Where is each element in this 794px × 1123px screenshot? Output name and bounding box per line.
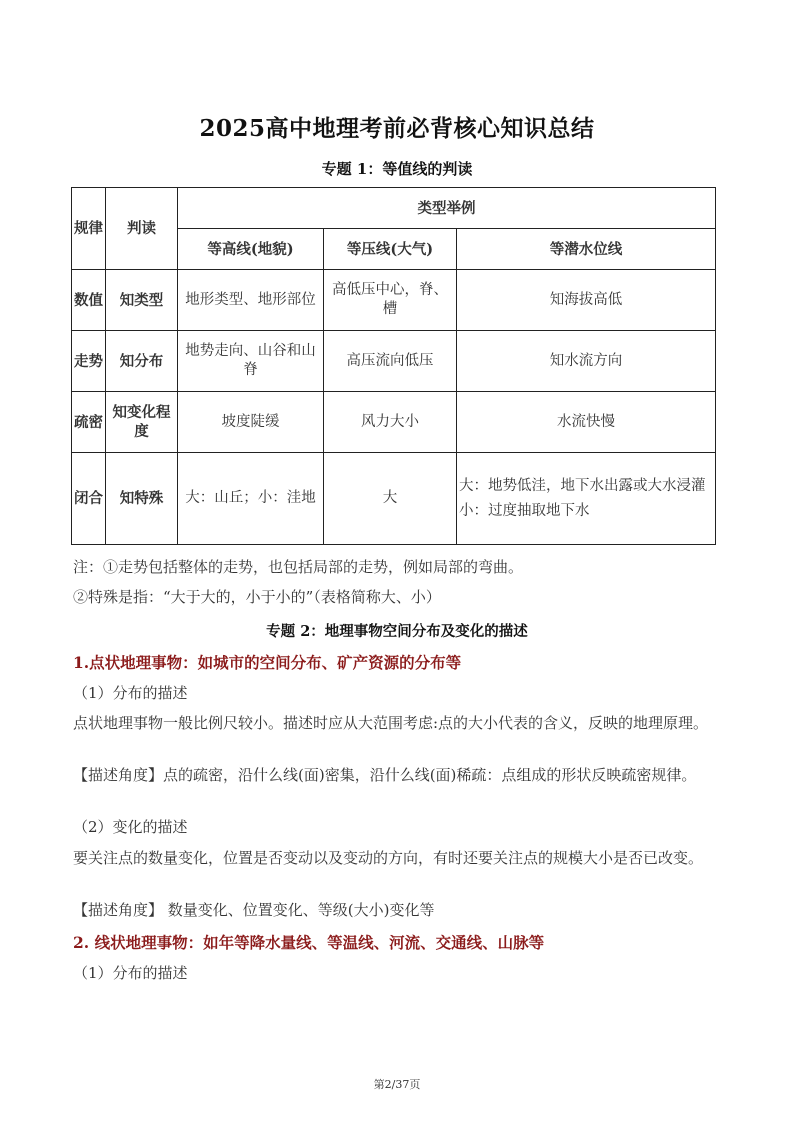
row-read: 知变化程度 [106,392,178,453]
header-rule: 规律 [72,188,106,270]
table-row [72,270,716,331]
row-water: 知水流方向 [457,331,716,392]
water-small-text: 小：过度抽取地下水 [459,502,590,519]
table-row [72,453,716,545]
section1-para4: 【描述角度】 数量变化、位置变化、等级(大小)变化等 [73,901,435,919]
water-big-text: 大：地势低洼，地下水出露或大水浸灌 [459,477,706,494]
row-read: 知特殊 [106,453,178,545]
row-contour: 地形类型、地形部位 [178,270,324,331]
row-isobar: 高低压中心，脊、槽 [324,270,457,331]
row-rule: 数值 [72,270,106,331]
row-read: 知分布 [106,331,178,392]
section2-heading: 2. 线状地理事物：如年等降水量线、等温线、河流、交通线、山脉等 [73,933,545,952]
section1-sub1: （1）分布的描述 [73,684,188,702]
page-number: 第2/37页 [373,1078,421,1091]
header-contour: 等高线(地貌) [178,229,324,270]
table-header-row [72,188,716,229]
header-read: 判读 [106,188,178,270]
section1-para2: 【描述角度】点的疏密，沿什么线(面)密集，沿什么线(面)稀疏：点组成的形状反映疏密规律。 [73,766,697,784]
row-read: 知类型 [106,270,178,331]
section1-heading: 1.点状地理事物：如城市的空间分布、矿产资源的分布等 [73,653,462,672]
header-types: 类型举例 [178,188,716,229]
section2-sub1: （1）分布的描述 [73,964,188,982]
topic1-heading: 专题 1：等值线的判读 [321,160,473,178]
table-row [72,392,716,453]
row-water: 知海拔高低 [457,270,716,331]
note-2: ②特殊是指：“大于大的，小于小的”（表格简称大、小） [73,588,441,606]
row-contour: 大：山丘；小：洼地 [178,453,324,545]
row-rule: 闭合 [72,453,106,545]
row-water-closed [457,453,716,545]
row-contour: 地势走向、山谷和山脊 [178,331,324,392]
note-1: 注：①走势包括整体的走势，也包括局部的走势，例如局部的弯曲。 [73,558,524,576]
header-isobar: 等压线(大气) [324,229,457,270]
page-title: 2025高中地理考前必背核心知识总结 [199,115,595,142]
table-row [72,331,716,392]
section1-para1: 点状地理事物一般比例尺较小。描述时应从大范围考虑:点的大小代表的含义，反映的地理原理。 [73,714,709,732]
row-rule: 走势 [72,331,106,392]
row-isobar: 大 [324,453,457,545]
section1-para3: 要关注点的数量变化，位置是否变动以及变动的方向，有时还要关注点的规模大小是否已改变。 [73,849,704,867]
row-water: 水流快慢 [457,392,716,453]
section1-sub2: （2）变化的描述 [73,818,188,836]
contour-table [71,187,716,545]
row-contour: 坡度陡缓 [178,392,324,453]
header-water: 等潜水位线 [457,229,716,270]
row-isobar: 高压流向低压 [324,331,457,392]
topic2-heading: 专题 2：地理事物空间分布及变化的描述 [266,623,528,640]
row-rule: 疏密 [72,392,106,453]
row-isobar: 风力大小 [324,392,457,453]
